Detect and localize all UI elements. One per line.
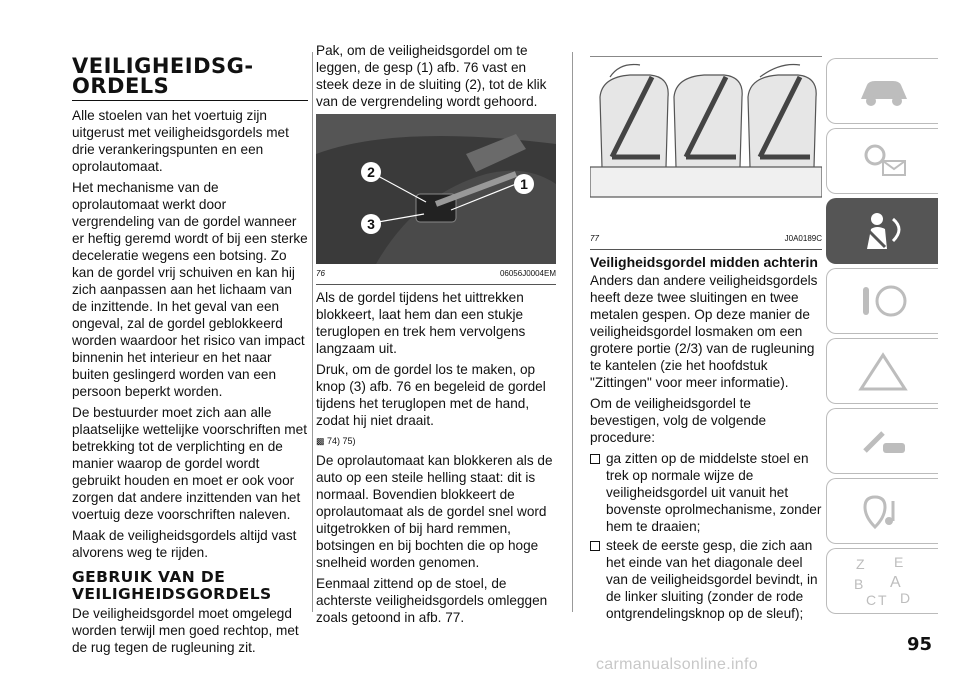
paragraph: De oprolautomaat kan blokkeren als de auto op een steile helling staat: dit is normaal. Bovendien blokkeert de oprolautomaat als de gordel snel word uitgetrokken of bij hard remmen, botsingen en bij bochten die op hoge snelheid worden genomen. [316,453,553,570]
callout-1: 1 [520,176,528,192]
paragraph: De bestuurder moet zich aan alle plaatselijke wettelijke voorschriften met betrekking tot de verplichting en de manier waarop de gordel wordt gebruikt houden en moet er ook voor zorgen dat andere inzittenden van het voertuig deze voorschriften naleven. [72,405,307,522]
figure-caption [590,229,822,250]
paragraph: Pak, om de veiligheidsgordel om te leggen, de gesp (1) afb. 76 vast en steek deze in de sluiting (2), tot de klik van de vergrendeling wordt gehoord. [316,43,547,109]
figure-76-seatbelt-buckle [316,114,556,264]
index-letter: C [865,592,876,608]
paragraph: Het mechanisme van de oprolautomaat werkt door vergrendeling van de gordel wanneer er heftig geremd wordt of bij een sterke deceleratie wegens een botsing. Zo kan de gordel vrij schuiven en kan hij zich aanpassen aan het lichaam van de inzittende. In het geval van een ongeval, zal de gordel geblokkeerd worden waardoor het risico van impact binnenin het interieur en het naar buiten geslingerd worden van een persoon beperkt worden. [72,180,308,399]
index-letter: Z [855,556,865,572]
tab-index[interactable] [826,548,938,614]
column-divider [312,52,313,612]
figure-77-rear-seats [590,56,822,229]
wrench-car-icon [853,419,913,463]
paragraph: Om de veiligheidsgordel te bevestigen, volg de volgende procedure: [590,396,767,445]
list-item-text: ga zitten op de middelste stoel en trek op normale wijze de veiligheidsgordel uit vanuit het bovenste oprolmechanisme, zonder hem te draaien; [606,451,822,534]
paragraph: Druk, om de gordel los te maken, op knop (3) afb. 76 en begeleid de gordel tijdens het teruglopen met de hand, zodat hij niet draait. [316,362,546,428]
tab-multimedia[interactable] [826,478,938,544]
tab-maintenance[interactable] [826,408,938,474]
subsection-heading: Veiligheidsgordel midden achterin [590,254,818,270]
list-item [590,537,822,622]
figure-caption [316,264,556,285]
paragraph: Als de gordel tijdens het uittrekken blokkeert, laat hem dan een stukje teruglopen en trek hem vervolgens langzaam uit. [316,290,526,356]
warning-lights-icon [853,139,913,183]
index-letter: D [899,590,910,606]
tab-car[interactable] [826,58,938,124]
paragraph: De veiligheidsgordel moet omgelegd worden terwijl men goed rechtop, met de rug tegen de rugleuning zit. [72,606,299,655]
callout-3: 3 [367,216,375,232]
column-1 [72,56,308,660]
rear-seats-illustration [590,57,822,207]
column-3 [590,56,822,624]
column-divider [572,52,573,612]
callout-2: 2 [367,164,375,180]
index-letter: E [893,554,903,570]
tab-emergency[interactable] [826,338,938,404]
list-item [590,450,822,535]
watermark: carmanualsonline.info [596,656,758,673]
subsection-heading: GEBRUIK VAN DE VEILIGHEIDSGORDELS [72,568,272,603]
page-number: 95 [906,634,932,655]
tab-starting-driving[interactable] [826,268,938,334]
figure-code: J0A0189C [784,234,822,243]
reference-numbers: 74) 75) [327,436,356,446]
paragraph: Maak de veiligheidsgordels altijd vast alvorens weg te rijden. [72,528,297,560]
index-icon [848,553,918,609]
key-steering-icon [853,279,913,323]
column-2 [316,42,556,630]
buckle-illustration [316,114,556,264]
paragraph: Eenmaal zittend op de stoel, de achterste veiligheidsgordels omleggen zoals getoond in afb. 77. [316,576,548,625]
multimedia-icon [853,489,913,533]
seatbelt-airbag-icon [853,209,913,253]
index-letter: B [853,576,863,592]
warning-triangle-icon [853,349,913,393]
chapter-tabs [826,58,938,618]
paragraph: Alle stoelen van het voertuig zijn uitgerust met veiligheidsgordels met drie verankeringspunten en een oprolautomaat. [72,108,289,174]
list-item-text: steek de eerste gesp, die zich aan het einde van het diagonale deel van de veiligheidsgordel bevindt, in de linker sluiting (zonder de rode ontgrendelingsknop op de sleuf); [606,538,818,621]
warning-references [316,433,556,450]
tab-warning-lights[interactable] [826,128,938,194]
car-icon [853,71,913,111]
figure-code: 06056J0004EM [499,269,556,278]
bullet-square-icon [590,541,600,551]
index-letter: A [889,574,901,591]
paragraph: Anders dan andere veiligheidsgordels heeft deze twee sluitingen en twee metalen gespen. Op deze manier de veiligheidsgordel losmaken om een grotere portie (2/3) van de rugleuning te kantelen (zie het hoofdstuk "Zittingen" voor meer informatie). [590,273,818,390]
index-letter: T [877,592,887,608]
bullet-square-icon [590,454,600,464]
book-icon: ▩ [316,436,325,446]
tab-safety[interactable] [826,198,938,264]
section-heading: VEILIGHEIDSG-ORDELS [72,56,308,101]
figure-number: 77 [590,234,599,243]
figure-number: 76 [316,269,325,278]
